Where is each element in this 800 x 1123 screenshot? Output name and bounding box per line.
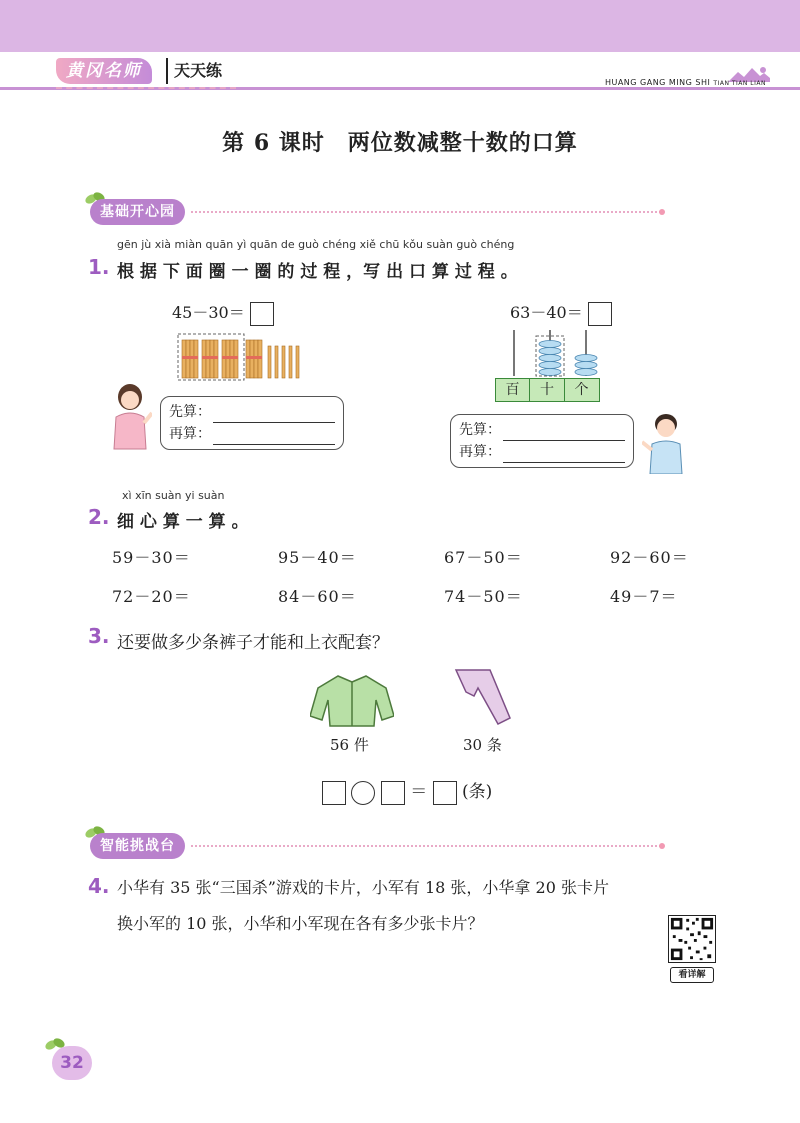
calc-item: 95－40＝ xyxy=(278,548,357,567)
equals-sign: ＝ xyxy=(410,782,428,802)
q4-text xyxy=(117,870,609,942)
answer-line[interactable] xyxy=(213,429,335,445)
q2-pinyin: xì xīn suàn yi suàn xyxy=(122,489,225,502)
page-number: 32 xyxy=(52,1046,92,1080)
q2-number: 2. xyxy=(88,505,110,529)
q1-text: 根 据 下 面 圈 一 圈 的 过 程 ，写 出 口 算 过 程 。 xyxy=(117,262,518,282)
q1-left-speech-bubble xyxy=(160,396,344,450)
pants-illustration xyxy=(452,666,512,730)
calc-item: 67－50＝ xyxy=(444,548,523,567)
jacket-count: 56 件 xyxy=(330,736,369,754)
answer-line[interactable] xyxy=(213,407,335,423)
abacus-illustration xyxy=(500,330,610,378)
section-divider-end xyxy=(659,843,665,849)
then-label: 再算： xyxy=(169,426,211,442)
q1-pinyin: gēn jù xià miàn quān yì quān de guò chéng xiě chū kǒu suàn guò chéng xyxy=(117,238,515,251)
abacus-place-values xyxy=(496,378,600,402)
q4-line: 换小军的 10 张，小华和小军现在各有多少张卡片？ xyxy=(117,914,484,933)
first-label: 先算： xyxy=(169,404,211,420)
header-band xyxy=(0,0,800,52)
q1-right-expression xyxy=(510,300,612,326)
boy-illustration xyxy=(642,412,686,474)
then-label: 再算： xyxy=(459,444,501,460)
brand-underline xyxy=(56,87,236,89)
q4-line: 小华有 35 张“三国杀”游戏的卡片，小军有 18 张，小华拿 20 张卡片 xyxy=(117,878,609,897)
header-english-sub: TIAN TIAN LIAN xyxy=(713,80,766,87)
calc-item: 72－20＝ xyxy=(112,587,191,606)
q3-equation xyxy=(322,777,492,805)
qr-code-icon[interactable] xyxy=(668,915,716,963)
unit-label: (条) xyxy=(462,782,493,802)
calc-item: 59－30＝ xyxy=(112,548,191,567)
place-ones: 个 xyxy=(564,378,600,402)
calc-item: 84－60＝ xyxy=(278,587,357,606)
header-english xyxy=(605,78,766,87)
answer-line[interactable] xyxy=(503,425,625,441)
place-tens: 十 xyxy=(529,378,565,402)
calc-item: 74－50＝ xyxy=(444,587,523,606)
section-basic-label: 基础开心园 xyxy=(90,199,185,225)
q1-left-expression xyxy=(172,300,274,326)
answer-box[interactable] xyxy=(433,781,457,805)
jacket-illustration xyxy=(310,670,394,730)
q4-number: 4. xyxy=(88,874,110,898)
section-challenge-label: 智能挑战台 xyxy=(90,833,185,859)
q1-right-expr-text: 63－40＝ xyxy=(510,303,583,322)
qr-caption[interactable]: 看详解 xyxy=(670,967,714,983)
operator-circle[interactable] xyxy=(351,781,375,805)
section-divider xyxy=(191,211,661,213)
answer-box[interactable] xyxy=(381,781,405,805)
calc-item: 92－60＝ xyxy=(610,548,689,567)
section-divider xyxy=(191,845,661,847)
pants-count: 30 条 xyxy=(463,736,502,754)
q1-left-expr-text: 45－30＝ xyxy=(172,303,245,322)
answer-box[interactable] xyxy=(322,781,346,805)
calc-item: 49－7＝ xyxy=(610,587,678,606)
answer-line[interactable] xyxy=(503,447,625,463)
q3-number: 3. xyxy=(88,624,110,648)
stick-bundles-illustration xyxy=(176,332,306,382)
q1-number: 1. xyxy=(88,255,110,279)
answer-box[interactable] xyxy=(250,302,274,326)
section-challenge xyxy=(90,832,665,860)
q2-text: 细 心 算 一 算 。 xyxy=(117,512,249,532)
place-hundreds: 百 xyxy=(495,378,531,402)
first-label: 先算： xyxy=(459,422,501,438)
answer-box[interactable] xyxy=(588,302,612,326)
q1-right-speech-bubble xyxy=(450,414,634,468)
brand-logo: 黄冈名师 xyxy=(56,58,152,84)
lesson-title: 第 6 课时 两位数减整十数的口算 xyxy=(222,130,578,156)
section-basic xyxy=(90,198,665,226)
header-english-main: HUANG GANG MING SHI xyxy=(604,78,711,87)
q3-text: 还要做多少条裤子才能和上衣配套？ xyxy=(117,633,389,653)
brand-subtitle: 天天练 xyxy=(166,58,228,84)
girl-illustration xyxy=(108,383,152,451)
section-divider-end xyxy=(659,209,665,215)
